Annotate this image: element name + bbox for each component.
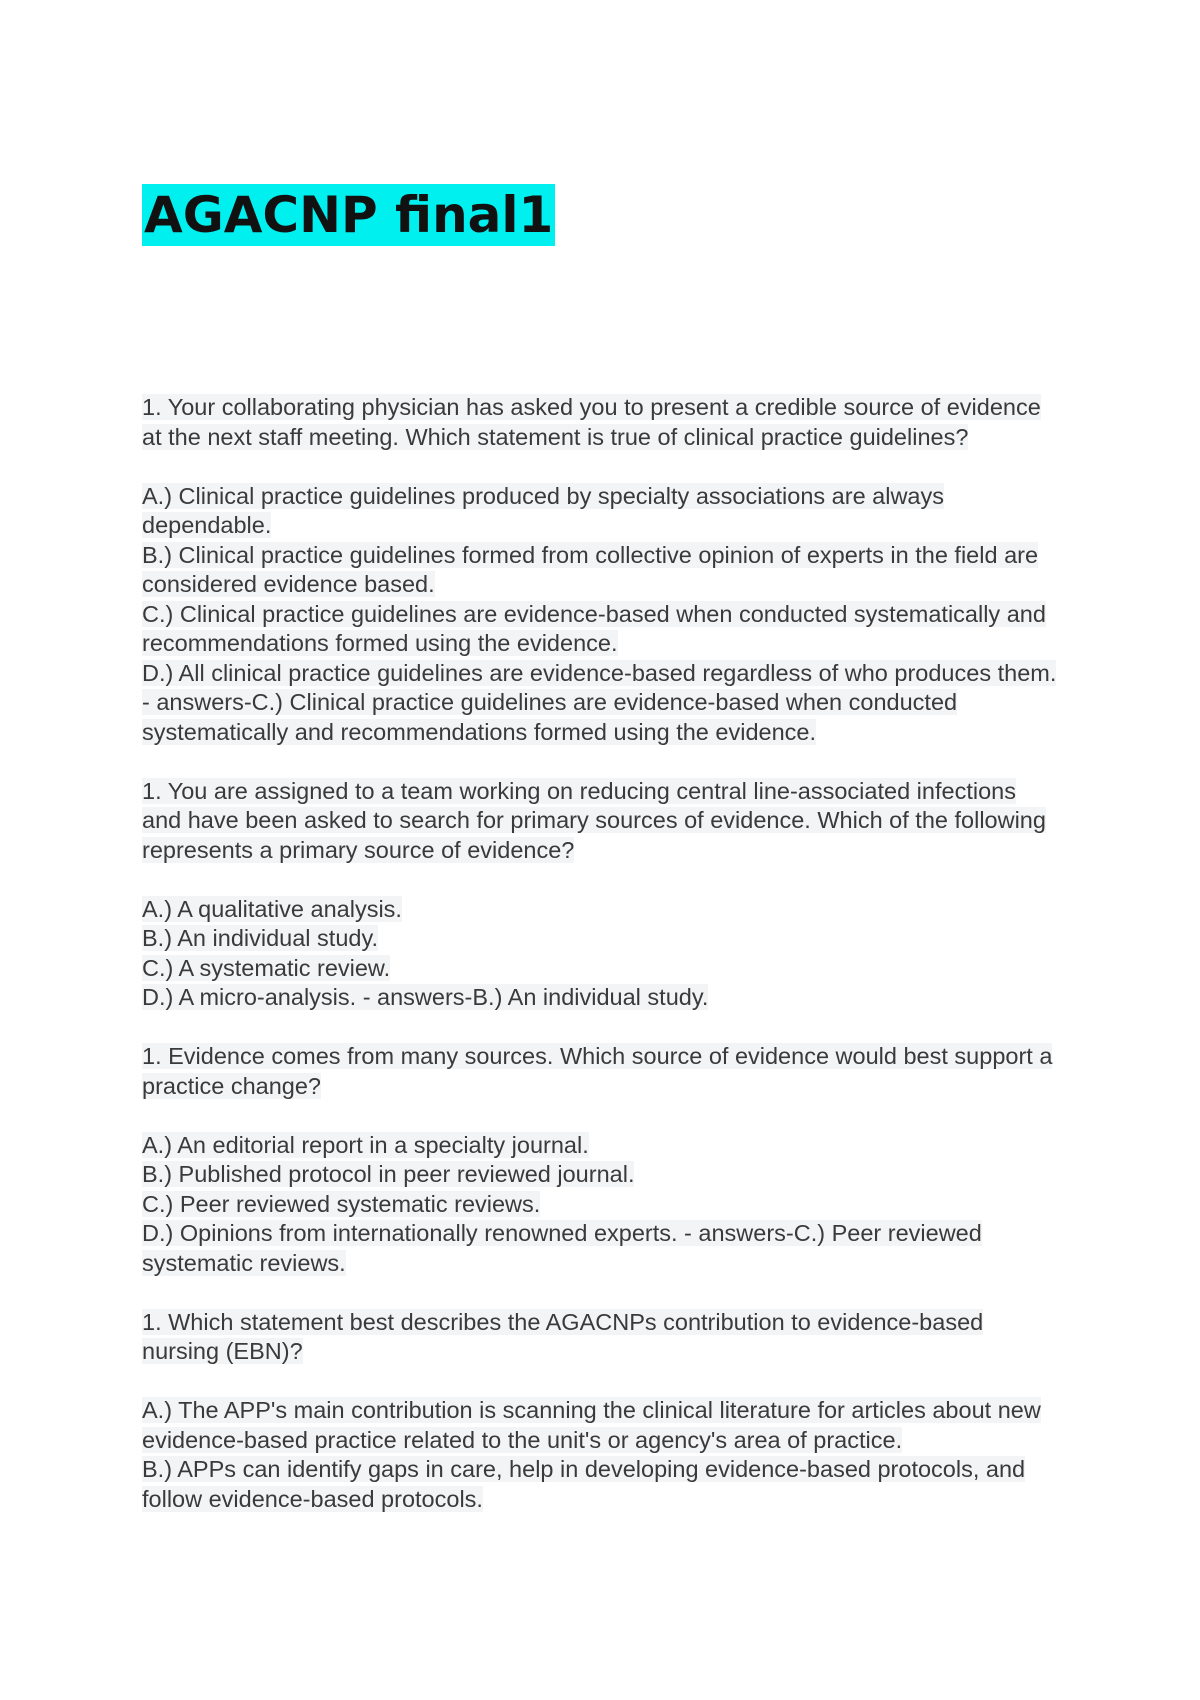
text-line: nursing (EBN)? [142,1338,303,1364]
answer-options [142,1131,1072,1279]
text-line: and have been asked to search for primary sources of evidence. Which of the following [142,807,1046,833]
question-stem [142,393,1072,452]
text-line: B.) Clinical practice guidelines formed from collective opinion of experts in the field are [142,541,1039,568]
text-line: systematically and recommendations formed using the evidence. [142,718,817,745]
text-line: A.) An editorial report in a specialty journal. [142,1131,589,1158]
text-line: 1. You are assigned to a team working on reducing central line-associated infections [142,777,1016,804]
text-line: D.) Opinions from internationally renowned experts. - answers-C.) Peer reviewed [142,1220,982,1246]
text-line: evidence-based practice related to the unit's or agency's area of practice. [142,1426,903,1453]
answer-options [142,1396,1072,1514]
text-line: D.) All clinical practice guidelines are evidence-based regardless of who produces them. [142,659,1057,686]
text-line: A.) Clinical practice guidelines produced by specialty associations are always [142,482,945,509]
question-stem [142,1042,1072,1101]
text-line: B.) An individual study. [142,925,378,951]
text-line: A.) The APP's main contribution is scanning the clinical literature for articles about new [142,1397,1041,1423]
text-line: A.) A qualitative analysis. [142,895,402,922]
text-line: represents a primary source of evidence? [142,836,575,863]
text-line: follow evidence-based protocols. [142,1485,483,1512]
document-title: AGACNP final1 [144,186,554,244]
text-line: 1. Your collaborating physician has asked you to present a credible source of evidence [142,394,1041,420]
text-line: recommendations formed using the evidence. [142,630,618,656]
text-line: C.) Clinical practice guidelines are evidence-based when conducted systematically and [142,600,1046,627]
text-line: 1. Which statement best describes the AGACNPs contribution to evidence-based [142,1308,984,1335]
text-line: C.) Peer reviewed systematic reviews. [142,1190,541,1217]
text-line: considered evidence based. [142,571,435,597]
text-line: D.) A micro-analysis. - answers-B.) An individual study. [142,984,709,1010]
text-line: B.) Published protocol in peer reviewed journal. [142,1161,635,1187]
document-body [142,393,1072,1514]
text-line: - answers-C.) Clinical practice guidelines are evidence-based when conducted [142,689,958,715]
text-line: 1. Evidence comes from many sources. Which source of evidence would best support a [142,1043,1053,1069]
text-line: systematic reviews. [142,1249,346,1276]
text-line: B.) APPs can identify gaps in care, help in developing evidence-based protocols, and [142,1456,1026,1482]
text-line: C.) A systematic review. [142,954,391,981]
text-line: practice change? [142,1072,321,1099]
question-stem [142,777,1072,866]
answer-options [142,895,1072,1013]
question-stem [142,1308,1072,1367]
answer-options [142,482,1072,748]
text-line: at the next staff meeting. Which statement is true of clinical practice guidelines? [142,423,969,450]
text-line: dependable. [142,512,272,538]
